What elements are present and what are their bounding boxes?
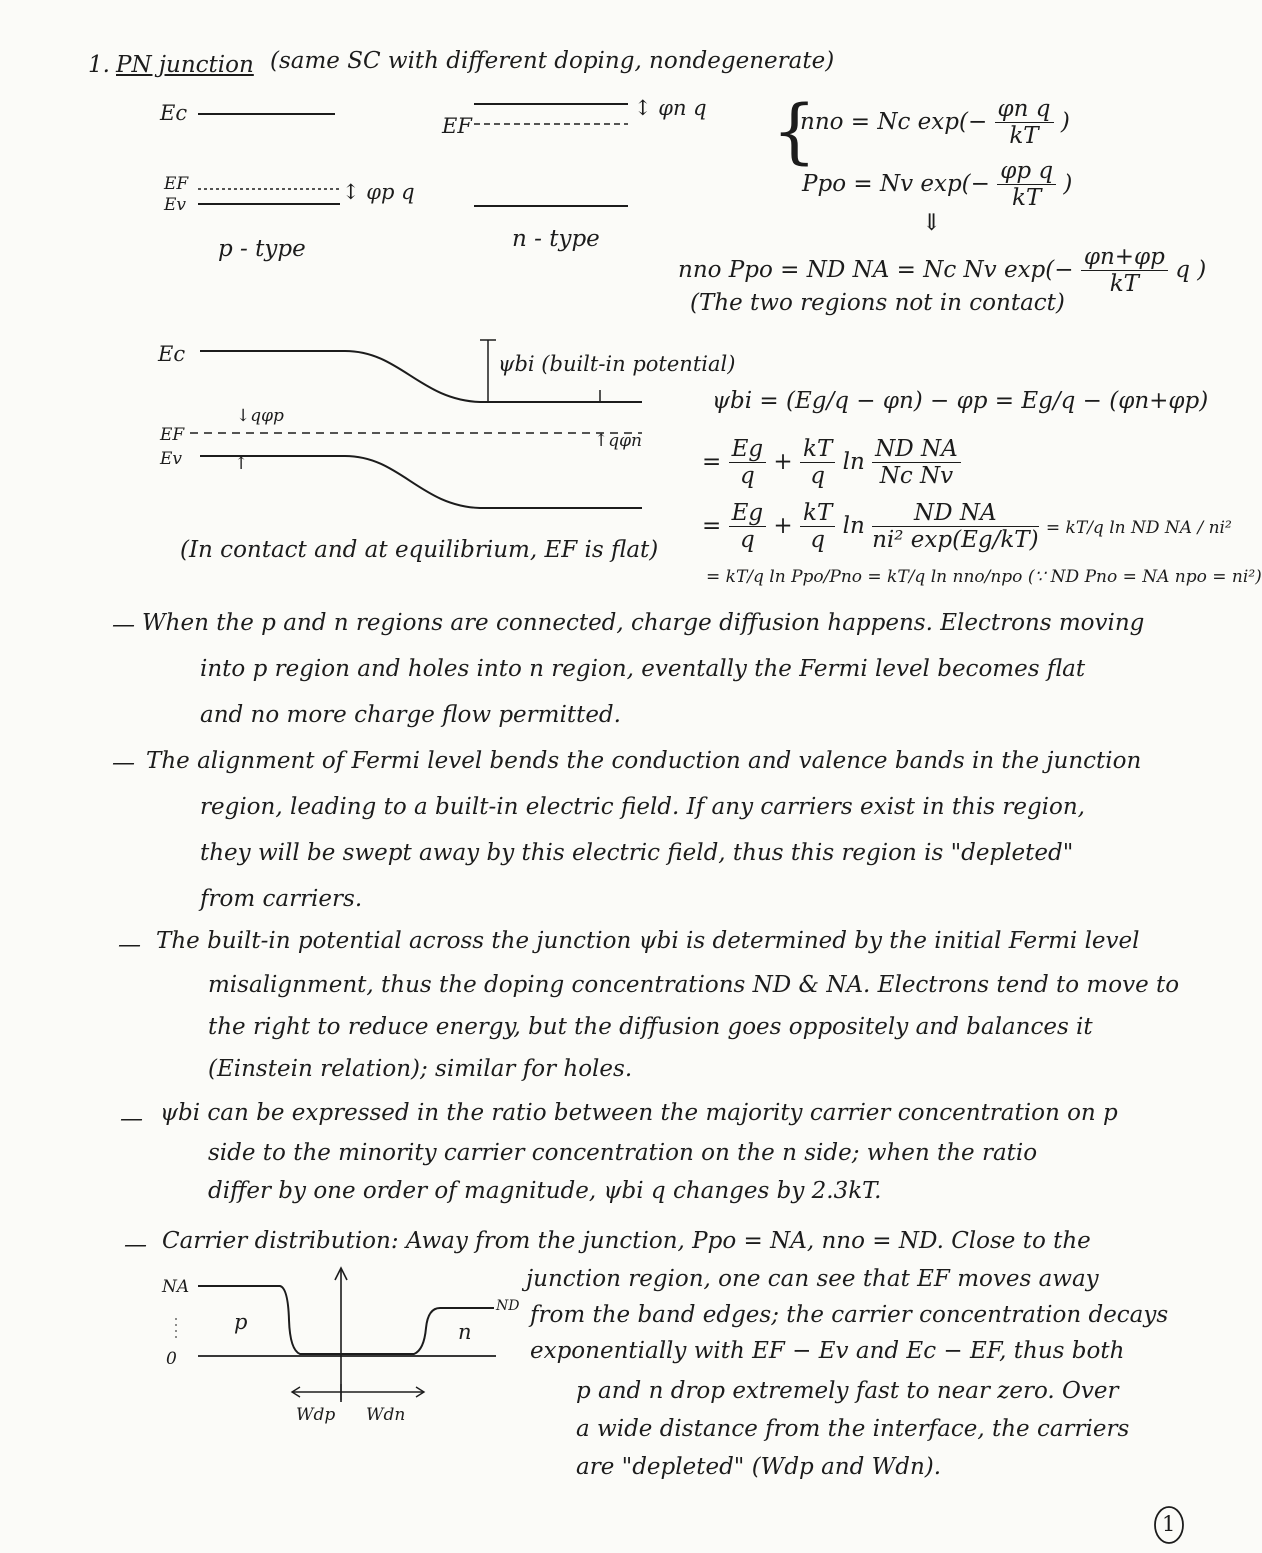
equilibrium-caption: (In contact and at equilibrium, EF is flat) (180, 537, 659, 563)
p-ec-label: Ec (160, 101, 188, 125)
paragraph-1-dash: — (112, 612, 135, 638)
q-phi-p-label: ↓qφp (236, 406, 284, 426)
eq2-eg-fraction (729, 436, 767, 490)
p-type-label: p - type (218, 236, 306, 262)
ppo-fraction (997, 158, 1056, 212)
ppo-den: kT (1012, 185, 1042, 212)
psi-bi-equation-2: = $\frac{Eg}{q}$ + $\frac{kT}{q}$ ln $\frac{\text{ND NA}}{\text{Nc Nv}}$ (702, 436, 961, 490)
paragraph-4-dash: — (120, 1106, 143, 1132)
carrier-line-2: junction region, one can see that EF moves away (526, 1266, 1099, 1292)
paragraph-3-line-4: (Einstein relation); similar for holes. (208, 1056, 633, 1082)
paragraph-1-line-2: into p region and holes into n region, eventally the Fermi level becomes flat (200, 656, 1086, 682)
nno-den: kT (1009, 123, 1039, 150)
product-den: kT (1109, 271, 1139, 298)
paragraph-2-line-3: they will be swept away by this electric field, thus this region is "depleted" (200, 840, 1074, 866)
valence-up-arrow: ↑ (234, 454, 249, 474)
product-tail: q ) (1175, 256, 1207, 283)
junction-ef-label: EF (160, 425, 185, 445)
paragraph-1-line-3: and no more charge flow permitted. (200, 702, 621, 728)
eq2-eg: Eg (729, 436, 767, 463)
not-in-contact-note: (The two regions not in contact) (690, 290, 1065, 316)
eq2-kt: kT (800, 436, 835, 463)
implies-arrow: ⇓ (922, 210, 942, 236)
eq2-kt-fraction: $\frac{kT}{q}$ (800, 436, 835, 490)
q-phi-n-label: ↑qφn (594, 431, 642, 451)
junction-ec-label: Ec (158, 342, 186, 366)
carrier-line-1: Carrier distribution: Away from the junction, Ppo = NA, nno = ND. Close to the (162, 1228, 1091, 1254)
junction-valence-band (200, 456, 642, 508)
paragraph-2-line-1: The alignment of Fermi level bends the conduction and valence bands in the junction (146, 748, 1142, 774)
equation-brace: { (772, 90, 817, 172)
psi-bi-equation-1: ψbi = (Eg/q − φn) − φp = Eg/q − (φn+φp) (712, 388, 1209, 414)
plot-na-label: NA (162, 1277, 190, 1297)
plot-zero-label: 0 (166, 1349, 177, 1369)
nno-num: φn q (995, 96, 1054, 123)
eq2-num: ND NA (872, 436, 961, 463)
plot-nd-label: ND (496, 1298, 520, 1314)
phi-p-label: ↕ φp q (342, 180, 415, 204)
plot-wdp-label: Wdp (296, 1405, 336, 1425)
ppo-lhs: Ppo = Nv exp(− (802, 170, 990, 197)
plot-n-label: n (458, 1320, 472, 1344)
page-number: 1 (1162, 1512, 1176, 1536)
eq3-tail: = kT/q ln ND NA / ni² (1045, 517, 1232, 538)
paragraph-4-line-2: side to the minority carrier concentration on the n side; when the ratio (208, 1140, 1038, 1166)
nno-lhs: nno = Nc exp(− (800, 108, 988, 135)
product-num: φn+φp (1081, 244, 1168, 271)
eq3-num: ND NA (872, 500, 1039, 527)
n-type-label: n - type (512, 226, 600, 252)
carrier-line-3: from the band edges; the carrier concentration decays (530, 1302, 1169, 1328)
nno-equation: nno = Nc exp(− $\frac{\text{φn q}}{kT}$ ) (800, 96, 1070, 150)
paragraph-4-line-3: differ by one order of magnitude, ψbi q changes by 2.3kT. (208, 1178, 882, 1204)
eq2-den: Nc Nv (879, 463, 954, 490)
ppo-equation: Ppo = Nv exp(− $\frac{\text{φp q}}{kT}$ ) (802, 158, 1073, 212)
carrier-dash: — (124, 1232, 147, 1258)
title-subtitle: (same SC with different doping, nondegenerate) (270, 48, 835, 74)
psi-bi-equation-3: = $\frac{Eg}{q}$ + $\frac{kT}{q}$ ln $\frac{\text{ND NA}}{\text{ni² exp(Eg/kT)}}$ = kT/q ln ND NA / ni² (702, 500, 1232, 554)
title-number: 1. (88, 52, 110, 78)
p-ef-label: EF (164, 174, 189, 194)
psi-bi-label: ψbi (built-in potential) (498, 352, 736, 376)
carrier-line-5: p and n drop extremely fast to near zero. Over (576, 1378, 1119, 1404)
eq3-ln-fraction (872, 500, 1039, 554)
plot-p-label: p (234, 1310, 248, 1334)
paragraph-2-line-2: region, leading to a built-in electric field. If any carriers exist in this region, (200, 794, 1085, 820)
paragraph-3-dash: — (118, 932, 141, 958)
paragraph-3-line-2: misalignment, thus the doping concentrations ND & NA. Electrons tend to move to (208, 972, 1180, 998)
carrier-line-6: a wide distance from the interface, the carriers (576, 1416, 1130, 1442)
plot-p-curve (198, 1286, 341, 1354)
paragraph-2-dash: — (112, 750, 135, 776)
paragraph-3-line-3: the right to reduce energy, but the diffusion goes oppositely and balances it (208, 1014, 1093, 1040)
paragraph-4-line-1: ψbi can be expressed in the ratio between the majority carrier concentration on p (160, 1100, 1118, 1126)
eq2-ln: ln (842, 448, 865, 475)
nno-fraction (995, 96, 1054, 150)
plot-wdn-label: Wdn (366, 1405, 406, 1425)
eq2-q: q (739, 463, 755, 490)
carrier-line-7: are "depleted" (Wdp and Wdn). (576, 1454, 942, 1480)
title-main: PN junction (116, 52, 254, 78)
eq3-den: ni² exp(Eg/kT) (872, 527, 1039, 554)
p-ev-label: Ev (164, 195, 187, 215)
eq2-ln-fraction (872, 436, 961, 490)
ppo-num: φp q (997, 158, 1056, 185)
phi-n-label: ↕ φn q (634, 96, 707, 120)
n-ef-label: EF (442, 114, 472, 138)
product-fraction (1081, 244, 1168, 298)
junction-ev-label: Ev (160, 449, 183, 469)
carrier-line-4: exponentially with EF − Ev and Ec − EF, thus both (530, 1338, 1125, 1364)
paragraph-2-line-4: from carriers. (200, 886, 363, 912)
product-lhs: nno Ppo = ND NA = Nc Nv exp(− (678, 256, 1074, 283)
psi-bi-equation-4: = kT/q ln Ppo/Pno = kT/q ln nno/npo (∵ ND Pno = NA npo = ni²) (706, 567, 1262, 587)
eq2-equals: = (702, 448, 722, 475)
paragraph-3-line-1: The built-in potential across the junction ψbi is determined by the initial Fermi level (156, 928, 1140, 954)
paragraph-1-line-1: When the p and n regions are connected, charge diffusion happens. Electrons moving (142, 610, 1145, 636)
